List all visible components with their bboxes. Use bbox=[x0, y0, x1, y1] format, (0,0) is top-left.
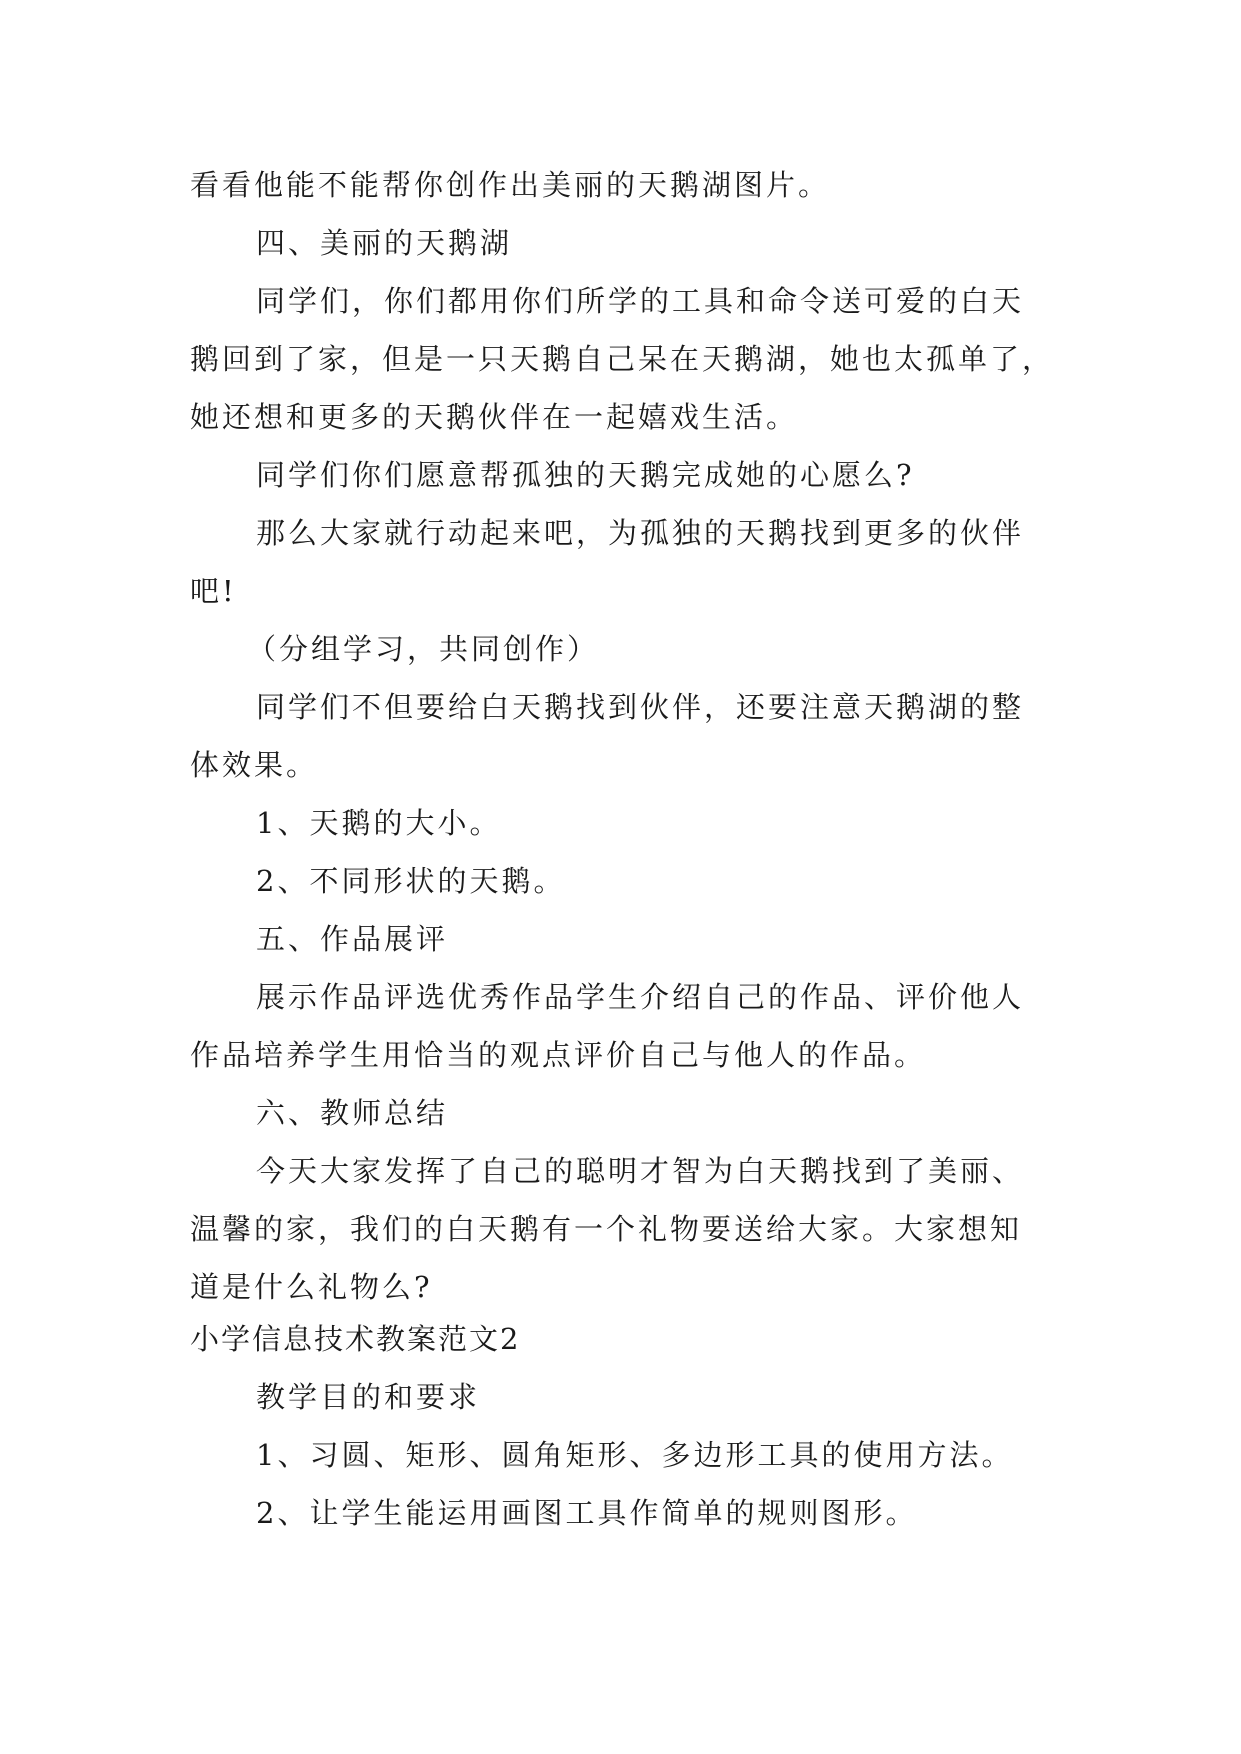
paragraph-line: 作品培养学生用恰当的观点评价自己与他人的作品。 bbox=[190, 1038, 927, 1072]
list-item: 1、天鹅的大小。 bbox=[256, 806, 502, 840]
paragraph-line: 展示作品评选优秀作品学生介绍自己的作品、评价他人 bbox=[256, 980, 1025, 1014]
paragraph-line: 同学们不但要给白天鹅找到伙伴，还要注意天鹅湖的整 bbox=[256, 690, 1025, 724]
paragraph-line: 今天大家发挥了自己的聪明才智为白天鹅找到了美丽、 bbox=[256, 1154, 1025, 1188]
paragraph-line: 同学们，你们都用你们所学的工具和命令送可爱的白天 bbox=[256, 284, 1025, 318]
section-heading: 六、教师总结 bbox=[256, 1096, 449, 1130]
section-heading: 教学目的和要求 bbox=[256, 1380, 481, 1414]
paragraph-line: 温馨的家，我们的白天鹅有一个礼物要送给大家。大家想知 bbox=[190, 1212, 1023, 1246]
list-item: 2、不同形状的天鹅。 bbox=[256, 864, 566, 898]
list-item: 2、让学生能运用画图工具作简单的规则图形。 bbox=[256, 1496, 918, 1530]
paragraph-line: 鹅回到了家，但是一只天鹅自己呆在天鹅湖，她也太孤单了， bbox=[190, 342, 1055, 376]
list-item: 1、习圆、矩形、圆角矩形、多边形工具的使用方法。 bbox=[256, 1438, 1014, 1472]
paragraph-line: 吧! bbox=[190, 574, 237, 608]
paragraph-line: 她还想和更多的天鹅伙伴在一起嬉戏生活。 bbox=[190, 400, 799, 434]
paragraph-line: 体效果。 bbox=[190, 748, 319, 782]
paragraph-line: 看看他能不能帮你创作出美丽的天鹅湖图片。 bbox=[190, 168, 831, 202]
section-heading: 四、美丽的天鹅湖 bbox=[256, 226, 513, 260]
paragraph-line: 同学们你们愿意帮孤独的天鹅完成她的心愿么? bbox=[256, 458, 915, 492]
section-heading: 五、作品展评 bbox=[256, 922, 449, 956]
document-subtitle: 小学信息技术教案范文2 bbox=[190, 1322, 521, 1356]
paragraph-line: 道是什么礼物么? bbox=[190, 1270, 433, 1304]
paragraph-line: （分组学习，共同创作） bbox=[247, 632, 600, 666]
paragraph-line: 那么大家就行动起来吧，为孤独的天鹅找到更多的伙伴 bbox=[256, 516, 1025, 550]
